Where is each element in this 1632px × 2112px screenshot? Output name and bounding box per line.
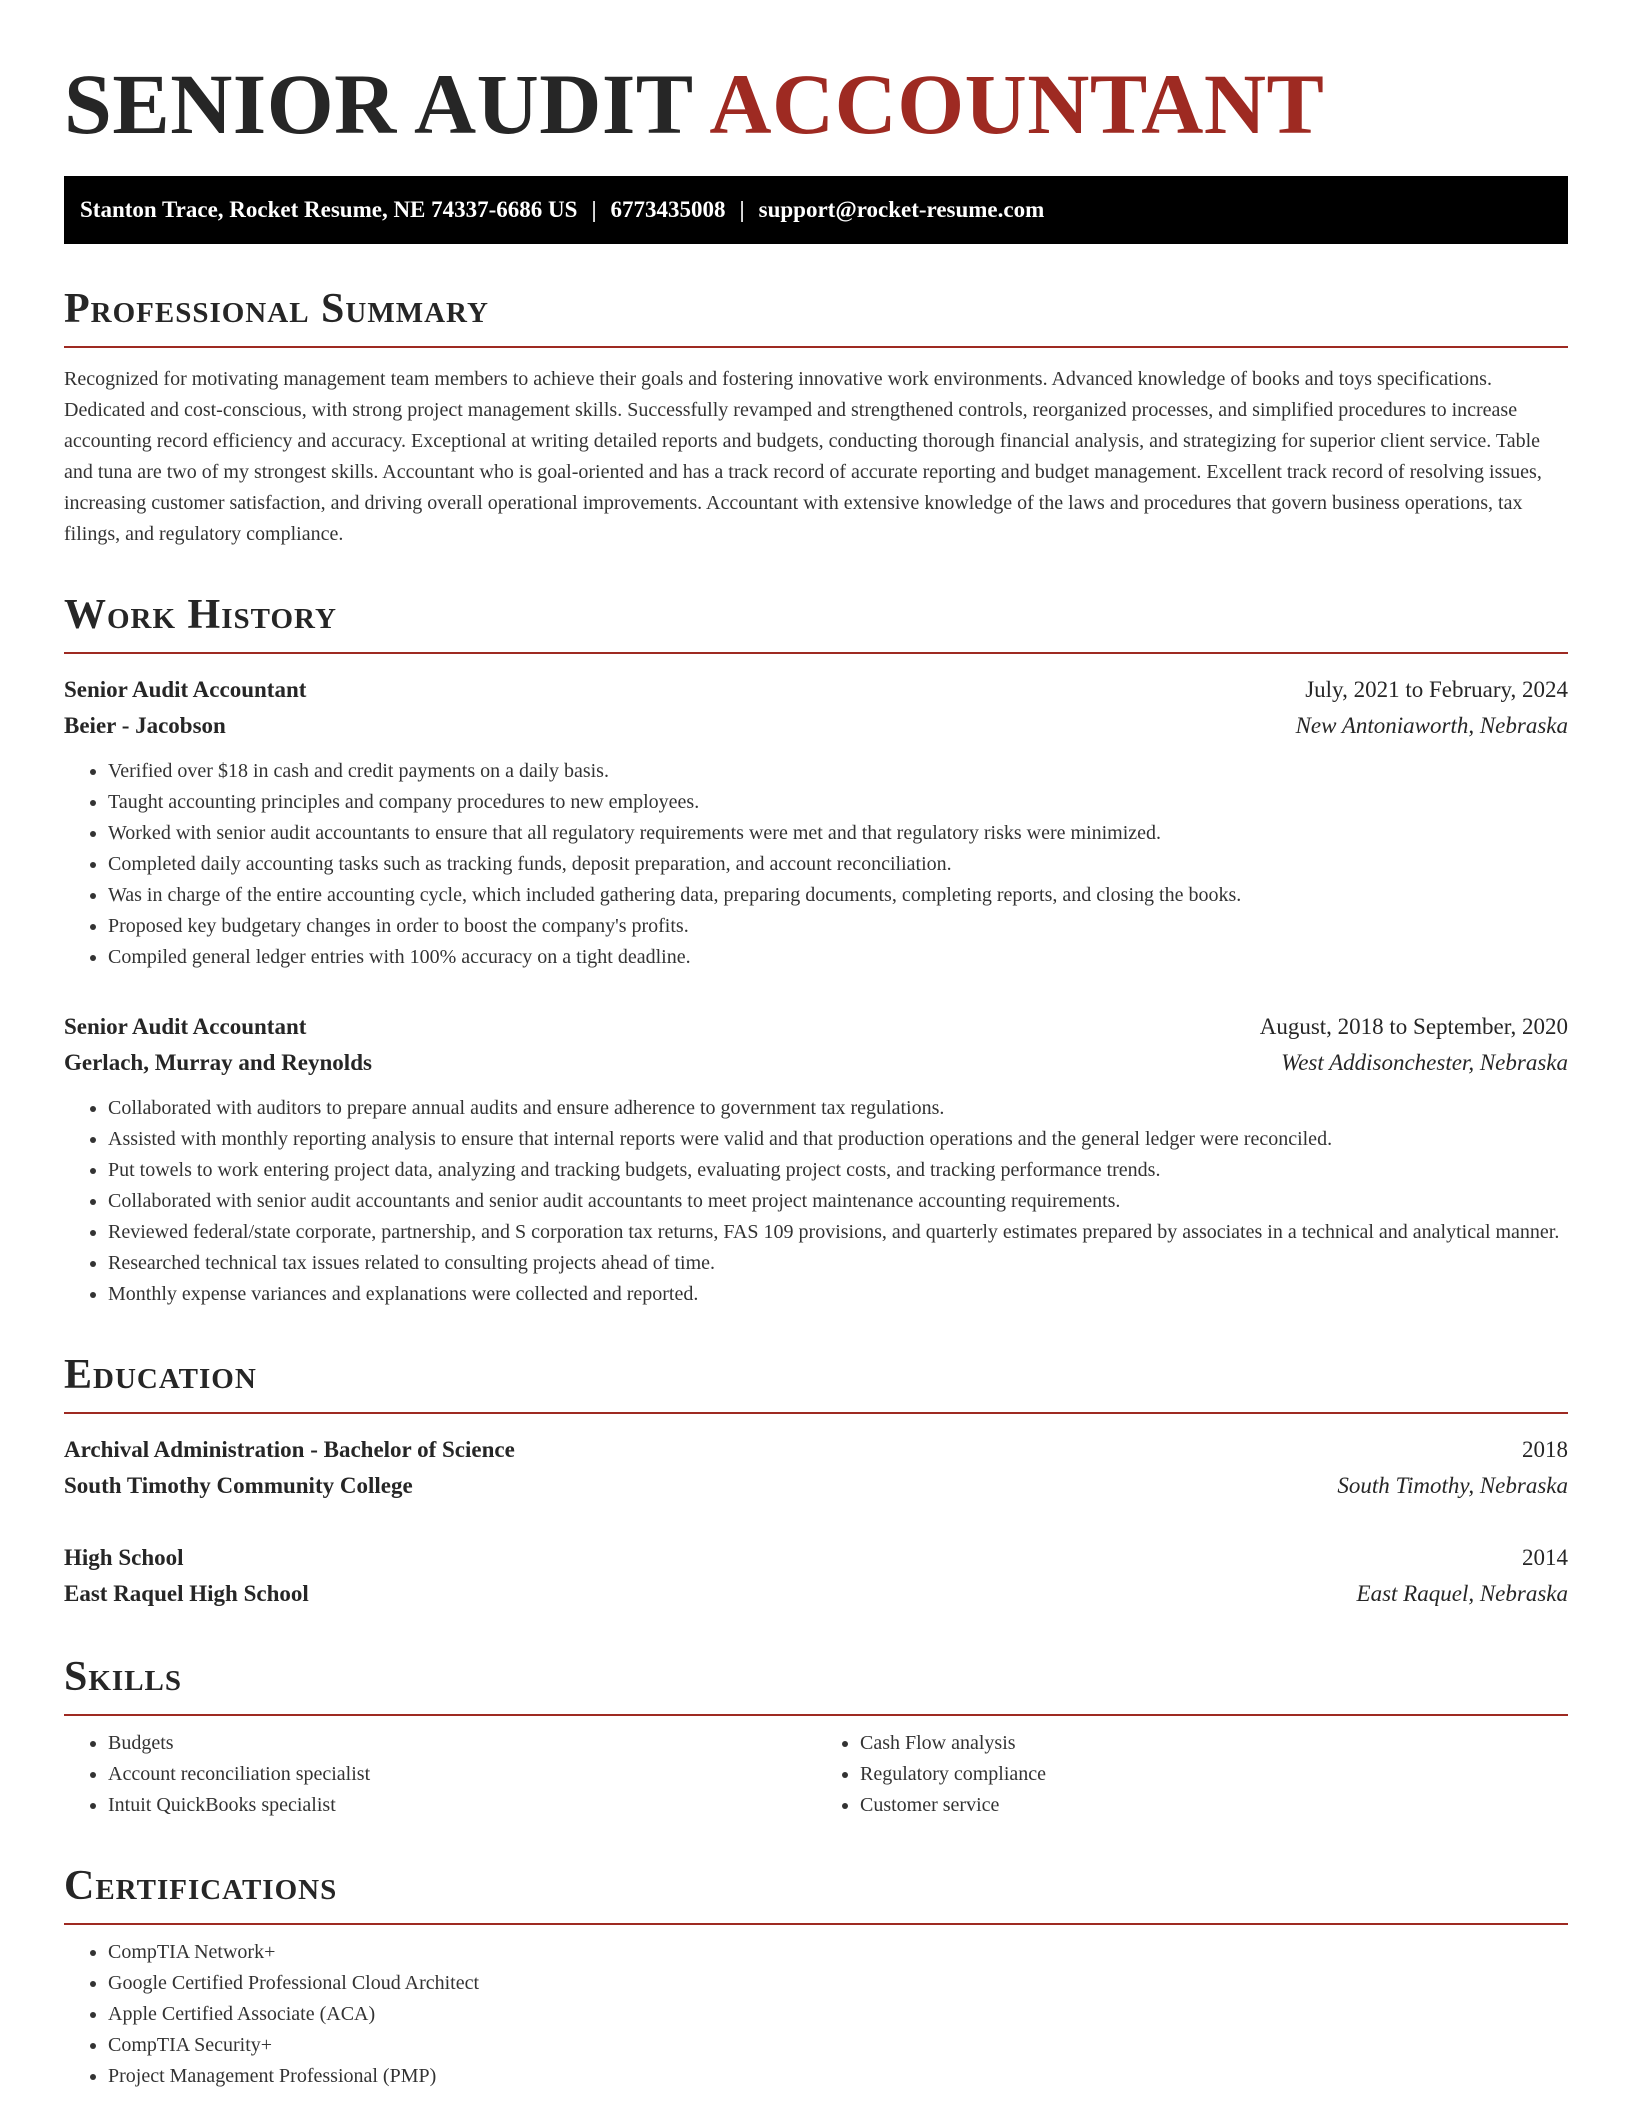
summary-section — [64, 284, 1568, 550]
job-company: Gerlach, Murray and Reynolds — [64, 1050, 372, 1075]
job-dates: July, 2021 to February, 2024 — [1305, 677, 1568, 702]
job-bullet: • Monthly expense variances and explanations were collected and reported. — [108, 1279, 1568, 1310]
skill-item: • Cash Flow analysis — [860, 1728, 1568, 1759]
contact-address: Stanton Trace, Rocket Resume, NE 74337-6686 US — [80, 197, 578, 222]
education-school: South Timothy Community College — [64, 1473, 413, 1498]
summary-heading: Professional Summary — [64, 284, 1568, 348]
job-bullet-list — [64, 756, 1568, 973]
skill-item: • Account reconciliation specialist — [108, 1759, 816, 1790]
contact-email: support@rocket-resume.com — [758, 197, 1045, 222]
job-bullet: • Verified over $18 in cash and credit payments on a daily basis. — [108, 756, 1568, 787]
summary-text: Recognized for motivating management team members to achieve their goals and fostering innovative work environments. Advanced knowledge of books and toys specifications. Dedicated and cost-conscious, with strong project management skills. Successfully revamped and strengthened controls, reorganized processes, and simplified procedures to increase accounting record efficiency and accuracy. Exceptional at writing detailed reports and budgets, conducting thorough financial analysis, and strategizing for superior client service. Table and tuna are two of my strongest skills. Accountant who is goal-oriented and has a track record of accurate reporting and budget management. Excellent track record of resolving issues, increasing customer satisfaction, and driving overall operational improvements. Accountant with extensive knowledge of the laws and procedures that govern business operations, tax filings, and regulatory compliance. — [64, 368, 1542, 545]
education-entry — [64, 1432, 1568, 1504]
work-history-heading: Work History — [64, 590, 1568, 654]
job-bullet: • Completed daily accounting tasks such as tracking funds, deposit preparation, and account reconciliation. — [108, 849, 1568, 880]
job-bullet: • Collaborated with auditors to prepare annual audits and ensure adherence to government tax regulations. — [108, 1093, 1568, 1124]
certification-item: • Apple Certified Associate (ACA) — [108, 1999, 1568, 2030]
certification-item: • Project Management Professional (PMP) — [108, 2061, 1568, 2092]
title-part-2: ACCOUNTANT — [709, 56, 1325, 152]
job-bullet-list — [64, 1093, 1568, 1310]
skills-list-left — [64, 1728, 816, 1821]
contact-separator: | — [591, 197, 597, 222]
education-location: East Raquel, Nebraska — [1356, 1581, 1568, 1606]
job-location: West Addisonchester, Nebraska — [1281, 1050, 1568, 1075]
job-dates: August, 2018 to September, 2020 — [1259, 1014, 1568, 1039]
contact-separator: | — [739, 197, 745, 222]
job-bullet: • Taught accounting principles and company procedures to new employees. — [108, 787, 1568, 818]
job-entry — [64, 672, 1568, 973]
contact-phone: 6773435008 — [610, 197, 726, 222]
job-title: Senior Audit Accountant — [64, 677, 307, 702]
education-heading: Education — [64, 1350, 1568, 1414]
skill-item: • Intuit QuickBooks specialist — [108, 1790, 816, 1821]
education-entry — [64, 1540, 1568, 1612]
education-school-row — [64, 1468, 1568, 1504]
education-degree: Archival Administration - Bachelor of Science — [64, 1437, 515, 1462]
job-bullet: • Reviewed federal/state corporate, partnership, and S corporation tax returns, FAS 109 provisions, and quarterly estimates prepared by associates in a technical and analytical manner. — [108, 1217, 1568, 1248]
title-part-1: SENIOR AUDIT — [64, 56, 693, 152]
resume-title — [64, 56, 1568, 152]
contact-bar — [64, 176, 1568, 244]
job-title: Senior Audit Accountant — [64, 1014, 307, 1039]
job-bullet: • Collaborated with senior audit accountants and senior audit accountants to meet project maintenance accounting requirements. — [108, 1186, 1568, 1217]
education-location: South Timothy, Nebraska — [1337, 1473, 1568, 1498]
job-company: Beier - Jacobson — [64, 713, 226, 738]
job-header-row — [64, 1009, 1568, 1045]
education-header-row — [64, 1540, 1568, 1576]
skills-section — [64, 1652, 1568, 1821]
certifications-section — [64, 1861, 1568, 2092]
job-entry — [64, 1009, 1568, 1310]
certifications-list — [64, 1937, 1568, 2092]
job-header-row — [64, 672, 1568, 708]
certification-item: • CompTIA Network+ — [108, 1937, 1568, 1968]
skills-list-right — [816, 1728, 1568, 1821]
education-school-row — [64, 1576, 1568, 1612]
skill-item: • Regulatory compliance — [860, 1759, 1568, 1790]
certifications-heading: Certifications — [64, 1861, 1568, 1925]
education-year: 2018 — [1522, 1437, 1568, 1462]
certification-item: • Google Certified Professional Cloud Architect — [108, 1968, 1568, 1999]
work-history-section — [64, 590, 1568, 1310]
job-bullet: • Proposed key budgetary changes in order to boost the company's profits. — [108, 911, 1568, 942]
skill-item: • Customer service — [860, 1790, 1568, 1821]
job-bullet: • Assisted with monthly reporting analysis to ensure that internal reports were valid and that production operations and the general ledger were reconciled. — [108, 1124, 1568, 1155]
certification-item: • CompTIA Security+ — [108, 2030, 1568, 2061]
education-year: 2014 — [1522, 1545, 1568, 1570]
job-bullet: • Put towels to work entering project data, analyzing and tracking budgets, evaluating project costs, and tracking performance trends. — [108, 1155, 1568, 1186]
education-section — [64, 1350, 1568, 1612]
education-school: East Raquel High School — [64, 1581, 309, 1606]
job-bullet: • Was in charge of the entire accounting cycle, which included gathering data, preparing documents, completing reports, and closing the books. — [108, 880, 1568, 911]
job-bullet: • Researched technical tax issues related to consulting projects ahead of time. — [108, 1248, 1568, 1279]
skills-grid — [64, 1728, 1568, 1821]
job-bullet: • Compiled general ledger entries with 100% accuracy on a tight deadline. — [108, 942, 1568, 973]
job-company-row — [64, 1045, 1568, 1081]
job-company-row — [64, 708, 1568, 744]
job-bullet: • Worked with senior audit accountants to ensure that all regulatory requirements were met and that regulatory risks were minimized. — [108, 818, 1568, 849]
education-header-row — [64, 1432, 1568, 1468]
education-degree: High School — [64, 1545, 184, 1570]
job-location: New Antoniaworth, Nebraska — [1295, 713, 1568, 738]
skill-item: • Budgets — [108, 1728, 816, 1759]
skills-heading: Skills — [64, 1652, 1568, 1716]
